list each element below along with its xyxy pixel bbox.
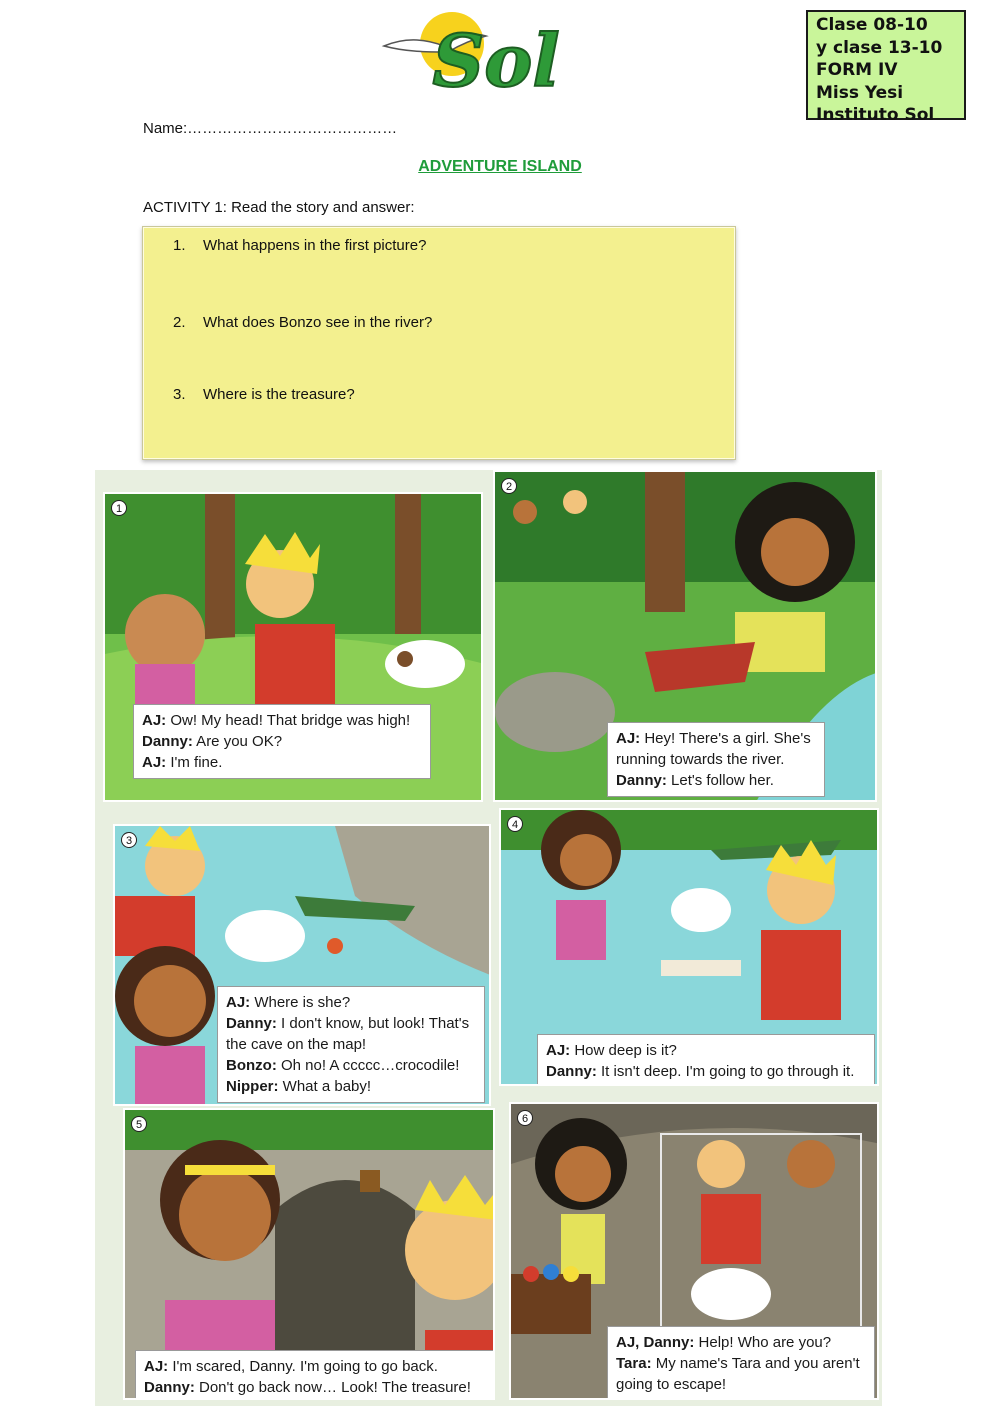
comic-panel-3 (113, 824, 491, 1106)
dialogue-text: I'm fine. (166, 754, 223, 771)
panel-number: 1 (111, 500, 127, 516)
question-text: What does Bonzo see in the river? (203, 314, 433, 331)
class-info-line: Instituto Sol (816, 105, 935, 125)
dialogue-text: Oh no! A ccccc…crocodile! (276, 1057, 460, 1074)
panel-number: 6 (517, 1110, 533, 1126)
question-item (173, 314, 432, 331)
speaker-name: Danny: (226, 1015, 277, 1032)
speech-caption (135, 1350, 495, 1400)
sol-logo (378, 6, 588, 102)
dialogue-text: Where is she? (250, 994, 351, 1011)
dialogue-text: I'm scared, Danny. I'm going to go back. (168, 1358, 438, 1375)
question-number: 3. (173, 386, 186, 403)
dialogue-text: What a baby! (278, 1078, 372, 1095)
speaker-name: Bonzo: (226, 1057, 277, 1074)
class-info-line: y clase 13-10 (816, 37, 943, 58)
dialogue-text: running towards the river. (616, 751, 785, 768)
comic-panel-5 (123, 1108, 495, 1400)
question-item (173, 386, 355, 403)
speaker-name: AJ: (142, 754, 167, 771)
speech-caption (537, 1034, 875, 1086)
comic-strip (95, 470, 882, 1406)
class-info-line: Clase 08-10 (816, 15, 928, 35)
speaker-name: AJ: (142, 712, 167, 729)
comic-panel-4 (499, 808, 879, 1086)
speaker-name: AJ, Danny: (616, 1334, 695, 1351)
speaker-name: AJ: (144, 1358, 169, 1375)
speaker-name: AJ: (616, 730, 641, 747)
dialogue-text: Ow! My head! That bridge was high! (166, 712, 411, 729)
question-number: 1. (173, 237, 186, 254)
dialogue-text: I don't know, but look! That's (276, 1015, 470, 1032)
dialogue-text: How deep is it? (570, 1042, 677, 1059)
comic-panel-2 (493, 470, 877, 802)
dialogue-text: Let's follow her. (666, 772, 774, 789)
speaker-name: Tara: (616, 1355, 652, 1372)
panel-number: 2 (501, 478, 517, 494)
speech-caption (133, 704, 431, 779)
panel-number: 4 (507, 816, 523, 832)
dialogue-text: My name's Tara and you aren't (651, 1355, 860, 1372)
class-info-line: Miss Yesi (816, 82, 904, 103)
speaker-name: AJ: (546, 1042, 571, 1059)
class-info-box (806, 10, 966, 125)
comic-panel-1 (103, 492, 483, 802)
page-title: ADVENTURE ISLAND (418, 158, 582, 175)
question-text: What happens in the first picture? (203, 237, 427, 254)
dialogue-text: It isn't deep. I'm going to go through it. (596, 1063, 855, 1080)
activity-instructions: ACTIVITY 1: Read the story and answer: (143, 199, 415, 216)
comic-panel-6 (509, 1102, 879, 1400)
speaker-name: AJ: (226, 994, 251, 1011)
questions-box (142, 226, 736, 460)
speech-caption (607, 1326, 875, 1400)
speech-caption (217, 986, 485, 1103)
panel-number: 5 (131, 1116, 147, 1132)
speaker-name: Danny: (142, 733, 193, 750)
dialogue-text: Hey! There's a girl. She's (640, 730, 811, 747)
class-info-line: FORM IV (816, 60, 898, 80)
question-item (173, 237, 426, 254)
question-text: Where is the treasure? (203, 386, 355, 403)
question-number: 2. (173, 314, 186, 331)
speaker-name: Danny: (144, 1379, 195, 1396)
dialogue-text: the cave on the map! (226, 1036, 367, 1053)
speaker-name: Danny: (546, 1063, 597, 1080)
dialogue-text: Help! Who are you? (694, 1334, 832, 1351)
dialogue-text: Are you OK? (192, 733, 283, 750)
speaker-name: Nipper: (226, 1078, 279, 1095)
dialogue-text: going to escape! (616, 1376, 727, 1393)
name-field[interactable]: Name:…………………………………… (143, 120, 398, 137)
panel-number: 3 (121, 832, 137, 848)
speech-caption (607, 722, 825, 797)
speaker-name: Danny: (616, 772, 667, 789)
dialogue-text: Don't go back now… Look! The treasure! (194, 1379, 471, 1396)
logo-text: Sol (432, 18, 560, 102)
